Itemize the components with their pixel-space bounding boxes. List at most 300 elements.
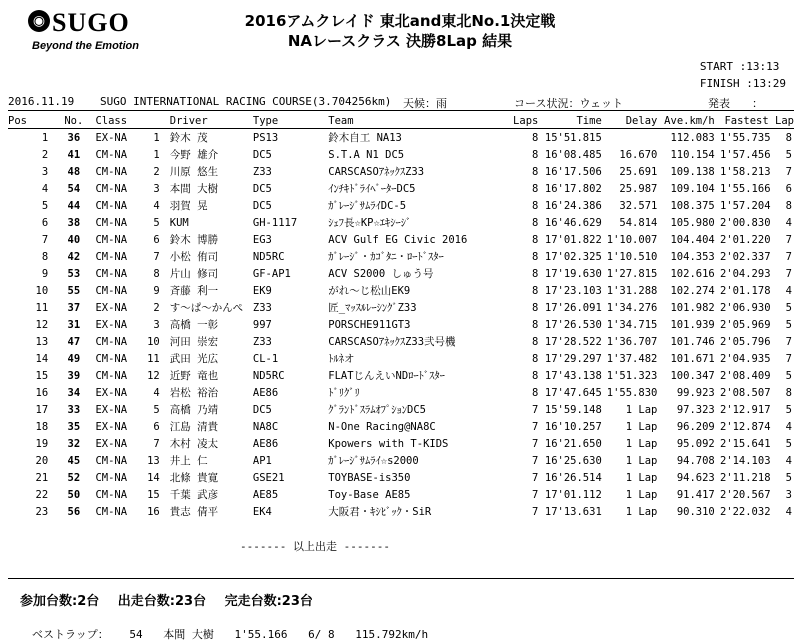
table-row xyxy=(8,214,794,231)
cell-fastest: 2'01.178 xyxy=(719,284,771,297)
table-row xyxy=(8,299,794,316)
cell-ave: 100.347 xyxy=(670,369,715,382)
cell-team: N-One Racing@NA8C xyxy=(328,420,436,433)
cell-pos: 22 xyxy=(35,488,49,501)
cell-class-pos: 2 xyxy=(153,165,160,178)
cell-time: 15'51.815 xyxy=(544,131,602,144)
cell-driver: 井上 仁 xyxy=(169,455,208,467)
cell-fastest-lap-no: 7 xyxy=(785,352,792,365)
cell-fastest: 1'55.166 xyxy=(719,182,771,195)
cell-team: TOYBASE-is350 xyxy=(328,471,411,484)
cell-class: CM-NA xyxy=(95,165,128,178)
cell-ave: 95.092 xyxy=(676,437,715,450)
weather: 天候：雨 xyxy=(403,97,447,110)
cell-ave: 99.923 xyxy=(676,386,715,399)
cell-fastest: 2'20.567 xyxy=(719,488,771,501)
cell-type: Z33 xyxy=(252,301,272,314)
cell-time: 17'01.112 xyxy=(544,488,602,501)
cell-type: PS13 xyxy=(252,131,279,144)
cell-ave: 97.323 xyxy=(676,403,715,416)
cell-pos: 8 xyxy=(41,250,49,263)
cell-fastest: 1'55.735 xyxy=(719,131,771,144)
cell-pos: 6 xyxy=(41,216,49,229)
cell-laps: 7 xyxy=(532,505,539,518)
cell-pos: 5 xyxy=(41,199,49,212)
cell-pos: 10 xyxy=(35,284,49,297)
cell-pos: 18 xyxy=(35,420,49,433)
start-time: START :13:13 xyxy=(699,60,780,73)
cell-laps: 8 xyxy=(532,131,539,144)
cell-laps: 8 xyxy=(532,386,539,399)
cell-time: 17'19.630 xyxy=(544,267,602,280)
cell-pos: 12 xyxy=(35,318,49,331)
cell-pos: 14 xyxy=(35,352,49,365)
summary xyxy=(20,590,327,609)
cell-class: EX-NA xyxy=(95,403,128,416)
cell-fastest-lap-no: 6 xyxy=(785,182,792,195)
cell-time: 17'23.103 xyxy=(544,284,602,297)
col-time: Time xyxy=(538,113,601,129)
cell-fastest-lap-no: 5 xyxy=(785,318,792,331)
table-row xyxy=(8,503,794,520)
cell-team: 鈴木自工 NA13 xyxy=(328,132,402,144)
cell-fastest-lap-no: 4 xyxy=(785,505,792,518)
cell-pos: 13 xyxy=(35,335,49,348)
cell-class: EX-NA xyxy=(95,301,128,314)
cell-pos: 11 xyxy=(35,301,49,314)
table-row xyxy=(8,265,794,282)
cell-class: CM-NA xyxy=(95,267,128,280)
cell-driver: 斉藤 利一 xyxy=(169,285,219,297)
best-lap-no: 54 xyxy=(129,628,143,641)
cell-ave: 101.746 xyxy=(670,335,715,348)
cell-no: 38 xyxy=(67,216,81,229)
cell-time: 17'01.822 xyxy=(544,233,602,246)
table-row xyxy=(8,180,794,197)
col-delay: Delay xyxy=(602,113,658,129)
cell-delay: 1 Lap xyxy=(625,437,658,450)
cell-type: NA8C xyxy=(252,420,279,433)
cell-laps: 8 xyxy=(532,250,539,263)
table-row xyxy=(8,435,794,452)
cell-type: DC5 xyxy=(252,148,272,161)
cell-ave: 101.939 xyxy=(670,318,715,331)
cell-team: ｼｪﾌ長☆KP☆ｴｷｼｰｼﾞ xyxy=(328,217,412,229)
cell-class-pos: 4 xyxy=(153,199,160,212)
cell-delay: 25.691 xyxy=(619,165,658,178)
cell-laps: 7 xyxy=(532,403,539,416)
cell-laps: 7 xyxy=(532,420,539,433)
best-lap-speed: 115.792km/h xyxy=(355,628,429,641)
race-info-line xyxy=(8,95,792,109)
cell-class-pos: 1 xyxy=(153,148,160,161)
cell-laps: 8 xyxy=(532,369,539,382)
cell-ave: 110.154 xyxy=(670,148,715,161)
cell-delay: 1 Lap xyxy=(625,454,658,467)
cell-driver: 近野 竜也 xyxy=(169,370,219,382)
col-class: Class xyxy=(87,113,144,129)
cell-no: 48 xyxy=(67,165,81,178)
cell-no: 39 xyxy=(67,369,81,382)
cell-class: CM-NA xyxy=(95,471,128,484)
cell-ave: 109.104 xyxy=(670,182,715,195)
cell-delay: 16.670 xyxy=(619,148,658,161)
cell-class-pos: 4 xyxy=(153,386,160,399)
cell-time: 16'46.629 xyxy=(544,216,602,229)
cell-team: FLATじんえいNDﾛｰﾄﾞｽﾀｰ xyxy=(328,370,445,382)
cell-fastest: 1'57.204 xyxy=(719,199,771,212)
cell-class-pos: 12 xyxy=(147,369,160,382)
cell-ave: 109.138 xyxy=(670,165,715,178)
cell-no: 45 xyxy=(67,454,81,467)
cell-delay: 1'10.510 xyxy=(606,250,658,263)
logo-text: SUGO xyxy=(52,8,130,37)
cell-ave: 105.980 xyxy=(670,216,715,229)
announcement: 発表 ： xyxy=(708,97,763,110)
cell-time: 17'26.530 xyxy=(544,318,602,331)
cell-class: EX-NA xyxy=(95,437,128,450)
cell-pos: 16 xyxy=(35,386,49,399)
cell-class-pos: 2 xyxy=(153,301,160,314)
cell-no: 56 xyxy=(67,505,81,518)
cell-class: EX-NA xyxy=(95,318,128,331)
participants-count: 参加台数:2台 xyxy=(20,594,100,609)
cell-type: CL-1 xyxy=(252,352,279,365)
cell-driver: KUM xyxy=(169,216,189,229)
cell-ave: 102.274 xyxy=(670,284,715,297)
cell-fastest: 2'12.874 xyxy=(719,420,771,433)
cell-fastest-lap-no: 8 xyxy=(785,386,792,399)
cell-driver: す～ぱ～かんぺ xyxy=(169,302,244,314)
cell-ave: 90.310 xyxy=(676,505,715,518)
cell-laps: 8 xyxy=(532,284,539,297)
cell-type: ND5RC xyxy=(252,250,285,263)
cell-pos: 23 xyxy=(35,505,49,518)
col-no: No. xyxy=(60,113,87,129)
cell-class: EX-NA xyxy=(95,131,128,144)
cell-no: 34 xyxy=(67,386,81,399)
cell-no: 32 xyxy=(67,437,81,450)
cell-pos: 20 xyxy=(35,454,49,467)
cell-laps: 7 xyxy=(532,471,539,484)
cell-fastest-lap-no: 5 xyxy=(785,403,792,416)
cell-pos: 1 xyxy=(41,131,49,144)
race-date: 2016.11.19 xyxy=(8,95,75,108)
cell-team: ACV S2000 しゅう号 xyxy=(328,268,434,280)
cell-type: Z33 xyxy=(252,165,272,178)
cell-laps: 8 xyxy=(532,182,539,195)
cell-delay: 1 Lap xyxy=(625,488,658,501)
cell-fastest: 2'02.337 xyxy=(719,250,771,263)
cell-team: 大阪君・ｷｼﾋﾞｯｸ・SiR xyxy=(328,506,432,518)
cell-ave: 94.623 xyxy=(676,471,715,484)
cell-class-pos: 6 xyxy=(153,420,160,433)
cell-time: 17'02.325 xyxy=(544,250,602,263)
cell-time: 17'26.091 xyxy=(544,301,602,314)
cell-type: Z33 xyxy=(252,335,272,348)
cell-no: 31 xyxy=(67,318,81,331)
cell-type: AE86 xyxy=(252,437,279,450)
cell-pos: 3 xyxy=(41,165,49,178)
cell-delay: 1 Lap xyxy=(625,420,658,433)
cell-driver: 羽賀 晃 xyxy=(169,200,208,212)
cell-laps: 8 xyxy=(532,199,539,212)
event-title: 2016アムクレイド 東北and東北No.1決定戦 xyxy=(244,12,556,30)
best-lap-driver: 本間 大樹 xyxy=(163,628,214,641)
header-rule xyxy=(8,110,794,111)
cell-fastest-lap-no: 5 xyxy=(785,437,792,450)
cell-class-pos: 14 xyxy=(147,471,160,484)
cell-delay: 1'36.707 xyxy=(606,335,658,348)
cell-class: EX-NA xyxy=(95,386,128,399)
col-pos: Pos xyxy=(8,113,60,129)
cell-fastest: 2'06.930 xyxy=(719,301,771,314)
cell-laps: 8 xyxy=(532,216,539,229)
cell-class: CM-NA xyxy=(95,199,128,212)
cell-class-pos: 1 xyxy=(153,131,160,144)
table-row xyxy=(8,418,794,435)
cell-time: 17'13.631 xyxy=(544,505,602,518)
cell-fastest-lap-no: 4 xyxy=(785,216,792,229)
cell-class-pos: 11 xyxy=(147,352,160,365)
cell-class-pos: 10 xyxy=(147,335,160,348)
cell-fastest-lap-no: 4 xyxy=(785,420,792,433)
table-row xyxy=(8,452,794,469)
cell-laps: 8 xyxy=(532,352,539,365)
cell-delay: 32.571 xyxy=(619,199,658,212)
cell-time: 16'17.506 xyxy=(544,165,602,178)
cell-no: 49 xyxy=(67,352,81,365)
table-row xyxy=(8,163,794,180)
cell-driver: 北條 貴寛 xyxy=(169,472,219,484)
col-type: Type xyxy=(253,113,328,129)
cell-laps: 8 xyxy=(532,335,539,348)
cell-team: ﾄﾙﾈオ xyxy=(328,353,355,365)
table-row xyxy=(8,316,794,333)
cell-class-pos: 8 xyxy=(153,267,160,280)
course-condition: コース状況：ウェット xyxy=(514,97,624,110)
cell-team: S.T.A N1 DC5 xyxy=(328,148,405,161)
cell-laps: 7 xyxy=(532,488,539,501)
cell-team: PORSCHE911GT3 xyxy=(328,318,411,331)
cell-driver: 江島 清貴 xyxy=(169,421,219,433)
cell-fastest-lap-no: 5 xyxy=(785,148,792,161)
cell-class: CM-NA xyxy=(95,352,128,365)
cell-class: CM-NA xyxy=(95,284,128,297)
cell-fastest-lap-no: 3 xyxy=(785,488,792,501)
cell-laps: 8 xyxy=(532,148,539,161)
best-lap-time: 1'55.166 xyxy=(234,628,288,641)
cell-fastest: 1'57.456 xyxy=(719,148,771,161)
cell-type: 997 xyxy=(252,318,272,331)
cell-team: CARSCASOｱﾈｯｸｽZ33 xyxy=(328,166,425,178)
race-title: NAレースクラス 決勝8Lap 結果 xyxy=(287,32,513,50)
cell-time: 16'24.386 xyxy=(544,199,602,212)
cell-ave: 101.982 xyxy=(670,301,715,314)
col-fastest-lap: Fastest Lap xyxy=(715,113,794,129)
cell-ave: 104.353 xyxy=(670,250,715,263)
cell-no: 44 xyxy=(67,199,81,212)
cell-ave: 112.083 xyxy=(670,131,715,144)
cell-type: AE86 xyxy=(252,386,279,399)
cell-team: ｶﾞﾚｰｼﾞ・ｶｺﾞﾀﾆ・ﾛｰﾄﾞｽﾀｰ xyxy=(328,251,444,263)
cell-pos: 2 xyxy=(41,148,49,161)
summary-rule xyxy=(8,578,794,579)
cell-team: Kpowers with T-KIDS xyxy=(328,437,449,450)
cell-no: 42 xyxy=(67,250,81,263)
end-of-results: ------- 以上出走 ------- xyxy=(240,540,390,553)
cell-time: 16'10.257 xyxy=(544,420,602,433)
cell-fastest: 2'08.409 xyxy=(719,369,771,382)
table-row xyxy=(8,231,794,248)
starters-count: 出走台数:23台 xyxy=(117,594,207,609)
cell-type: DC5 xyxy=(252,182,272,195)
cell-team: ACV Gulf EG Civic 2016 xyxy=(328,233,468,246)
table-row xyxy=(8,129,794,147)
cell-no: 41 xyxy=(67,148,81,161)
table-row xyxy=(8,248,794,265)
cell-fastest-lap-no: 4 xyxy=(785,284,792,297)
table-row xyxy=(8,469,794,486)
cell-no: 36 xyxy=(67,131,81,144)
cell-fastest-lap-no: 5 xyxy=(785,471,792,484)
cell-driver: 高橋 一彰 xyxy=(169,319,219,331)
cell-no: 37 xyxy=(67,301,81,314)
cell-no: 50 xyxy=(67,488,81,501)
table-row xyxy=(8,333,794,350)
cell-driver: 高橋 乃靖 xyxy=(169,404,219,416)
cell-fastest-lap-no: 7 xyxy=(785,165,792,178)
cell-time: 17'29.297 xyxy=(544,352,602,365)
cell-team: ｸﾞﾗﾝﾄﾞｽﾗﾑｵﾌﾟｼｮﾝDC5 xyxy=(328,404,426,416)
cell-fastest-lap-no: 8 xyxy=(785,199,792,212)
table-row xyxy=(8,367,794,384)
cell-class-pos: 16 xyxy=(147,505,160,518)
cell-driver: 千葉 武彦 xyxy=(169,489,219,501)
cell-driver: 本間 大樹 xyxy=(169,183,219,195)
col-team: Team xyxy=(328,113,512,129)
cell-laps: 8 xyxy=(532,165,539,178)
table-row xyxy=(8,401,794,418)
col-ave-speed: Ave.km/h xyxy=(657,113,714,129)
cell-class-pos: 15 xyxy=(147,488,160,501)
cell-class: CM-NA xyxy=(95,233,128,246)
cell-class: CM-NA xyxy=(95,216,128,229)
col-driver: Driver xyxy=(170,113,253,129)
best-lap-lap: 6/ 8 xyxy=(308,628,335,641)
cell-time: 16'08.485 xyxy=(544,148,602,161)
cell-class-pos: 5 xyxy=(153,216,160,229)
cell-fastest: 2'05.969 xyxy=(719,318,771,331)
cell-no: 52 xyxy=(67,471,81,484)
cell-ave: 91.417 xyxy=(676,488,715,501)
cell-pos: 4 xyxy=(41,182,49,195)
cell-pos: 9 xyxy=(41,267,49,280)
cell-fastest-lap-no: 5 xyxy=(785,369,792,382)
cell-fastest: 2'15.641 xyxy=(719,437,771,450)
cell-pos: 17 xyxy=(35,403,49,416)
cell-class: CM-NA xyxy=(95,148,128,161)
cell-fastest: 1'58.213 xyxy=(719,165,771,178)
table-row xyxy=(8,197,794,214)
cell-no: 54 xyxy=(67,182,81,195)
cell-no: 55 xyxy=(67,284,81,297)
cell-delay: 1'10.007 xyxy=(606,233,658,246)
cell-time: 15'59.148 xyxy=(544,403,602,416)
cell-fastest-lap-no: 7 xyxy=(785,267,792,280)
cell-fastest: 2'11.218 xyxy=(719,471,771,484)
cell-driver: 木村 凌太 xyxy=(169,438,219,450)
cell-type: DC5 xyxy=(252,403,272,416)
cell-driver: 武田 光広 xyxy=(169,353,219,365)
finishers-count: 完走台数:23台 xyxy=(224,594,313,609)
cell-fastest: 2'04.293 xyxy=(719,267,771,280)
cell-class: CM-NA xyxy=(95,369,128,382)
cell-driver: 川原 悠生 xyxy=(169,166,219,178)
cell-fastest: 2'04.935 xyxy=(719,352,771,365)
cell-class-pos: 13 xyxy=(147,454,160,467)
cell-fastest-lap-no: 7 xyxy=(785,233,792,246)
cell-time: 16'17.802 xyxy=(544,182,602,195)
cell-class-pos: 3 xyxy=(153,318,160,331)
cell-class-pos: 7 xyxy=(153,250,160,263)
cell-delay: 1'34.715 xyxy=(606,318,658,331)
cell-type: AE85 xyxy=(252,488,279,501)
course-name: SUGO INTERNATIONAL RACING COURSE(3.704256km) xyxy=(100,95,392,108)
cell-team: ﾄﾞﾘｸﾞﾘ xyxy=(328,387,360,399)
cell-ave: 96.209 xyxy=(676,420,715,433)
best-lap xyxy=(32,626,442,642)
cell-delay: 54.814 xyxy=(619,216,658,229)
cell-class: CM-NA xyxy=(95,454,128,467)
cell-laps: 8 xyxy=(532,267,539,280)
cell-fastest-lap-no: 8 xyxy=(785,131,792,144)
best-lap-label: ベストラップ： xyxy=(32,628,109,641)
table-row xyxy=(8,282,794,299)
cell-delay: 1'51.323 xyxy=(606,369,658,382)
cell-class: EX-NA xyxy=(95,420,128,433)
cell-delay: 1'31.288 xyxy=(606,284,658,297)
cell-no: 47 xyxy=(67,335,81,348)
cell-class-pos: 9 xyxy=(153,284,160,297)
cell-ave: 101.671 xyxy=(670,352,715,365)
cell-no: 40 xyxy=(67,233,81,246)
cell-class: CM-NA xyxy=(95,505,128,518)
cell-driver: 小松 侑司 xyxy=(169,251,219,263)
cell-driver: 今野 雄介 xyxy=(169,149,219,161)
cell-fastest: 2'08.507 xyxy=(719,386,771,399)
cell-type: DC5 xyxy=(252,199,272,212)
cell-pos: 7 xyxy=(41,233,49,246)
cell-laps: 8 xyxy=(532,301,539,314)
cell-class-pos: 6 xyxy=(153,233,160,246)
cell-fastest: 2'05.796 xyxy=(719,335,771,348)
cell-fastest: 2'00.830 xyxy=(719,216,771,229)
table-row xyxy=(8,146,794,163)
cell-delay: 1'27.815 xyxy=(606,267,658,280)
cell-type: GSE21 xyxy=(252,471,285,484)
cell-team: ｲﾝﾁｷﾄﾞﾗｲﾍﾞｰﾀｰDC5 xyxy=(328,183,416,195)
cell-ave: 102.616 xyxy=(670,267,715,280)
cell-team: 匠_ﾏｯｽﾙﾚｰｼﾝｸﾞZ33 xyxy=(328,302,417,314)
cell-delay xyxy=(602,129,658,147)
cell-type: ND5RC xyxy=(252,369,285,382)
cell-no: 33 xyxy=(67,403,81,416)
cell-time: 16'21.650 xyxy=(544,437,602,450)
cell-delay: 1'55.830 xyxy=(606,386,658,399)
table-row xyxy=(8,486,794,503)
cell-fastest-lap-no: 7 xyxy=(785,335,792,348)
